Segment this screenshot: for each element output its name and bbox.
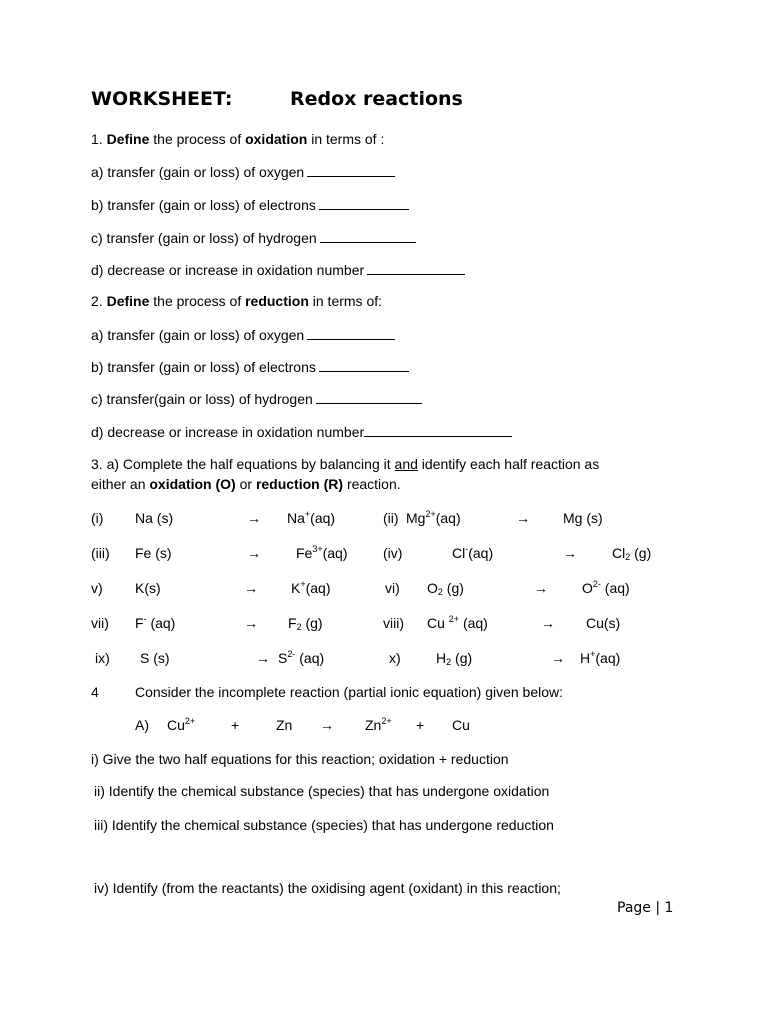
q2-verb: Define	[106, 293, 150, 309]
q2-item-c-text: c) transfer(gain or loss) of hydrogen	[91, 391, 313, 407]
eq-product	[287, 509, 335, 527]
answer-blank[interactable]	[307, 327, 395, 340]
eq-reactant-state: (aq)	[435, 510, 461, 526]
eq-product-symbol: S	[278, 650, 288, 666]
answer-blank[interactable]	[319, 359, 409, 372]
eq-product-subscript: 2	[625, 552, 631, 562]
eq-reactant-state: (aq)	[459, 615, 488, 631]
q2-post: in terms of:	[312, 293, 383, 309]
q3-oxidation: oxidation (O)	[149, 476, 236, 492]
eq-product-charge: +	[590, 649, 596, 659]
q1-prompt	[91, 130, 384, 148]
eq-reactant-charge: 2+	[425, 509, 436, 519]
q1-keyword: oxidation	[245, 131, 308, 147]
eq-reactant-symbol: H	[436, 650, 447, 666]
eq-product	[288, 614, 323, 632]
q1-item-a-text: a) transfer (gain or loss) of oxygen	[91, 164, 305, 180]
eq-product-charge: 3+	[312, 544, 323, 554]
q4-eq-reactant-1	[167, 716, 195, 734]
arrow-icon: →	[244, 615, 258, 631]
q4-intro: Consider the incomplete reaction (partial ionic equation) given below:	[135, 684, 564, 700]
q4-eq-label: A)	[135, 717, 149, 733]
eq-reactant-state: (g)	[451, 650, 473, 666]
page-number: Page | 1	[617, 900, 674, 916]
eq-product-state: (aq)	[295, 650, 325, 666]
q1-item-b	[91, 196, 409, 214]
eq-product	[296, 544, 348, 562]
q1-item-c	[91, 229, 416, 247]
arrow-icon: →	[563, 545, 577, 561]
eq-number: (i)	[91, 510, 104, 526]
eq-number: (iv)	[383, 545, 403, 561]
eq-reactant-state: (g)	[442, 580, 464, 596]
arrow-icon: →	[244, 580, 258, 596]
q2-prompt	[91, 292, 382, 310]
eq-reactant-symbol: Cl	[452, 545, 466, 561]
eq-product	[582, 579, 630, 597]
q1-item-c-text: c) transfer (gain or loss) of hydrogen	[91, 230, 317, 246]
eq-reactant-state: (aq)	[468, 545, 494, 561]
q4-eq-product-1-charge: 2+	[381, 716, 392, 726]
q1-pre: the process of	[153, 131, 242, 147]
eq-number: viii)	[383, 615, 404, 631]
eq-product-symbol: F	[288, 615, 297, 631]
eq-reactant-subscript: 2	[437, 587, 443, 597]
eq-number: x)	[389, 650, 401, 666]
arrow-icon: →	[247, 510, 261, 526]
q3-line2-pre: either an	[91, 476, 146, 492]
eq-reactant-charge: -	[465, 544, 469, 554]
q2-item-b	[91, 358, 409, 376]
eq-product-symbol: K	[291, 580, 301, 596]
q2-pre: the process of	[153, 293, 242, 309]
q3-or: or	[239, 476, 253, 492]
q4-part-iv: iv) Identify (from the reactants) the oxidising agent (oxidant) in this reaction;	[94, 880, 561, 896]
eq-number: vi)	[385, 580, 400, 596]
eq-reactant-state: (aq)	[146, 615, 176, 631]
q3-reduction: reduction (R)	[255, 476, 344, 492]
eq-number: (ii)	[383, 510, 399, 526]
arrow-icon: →	[551, 650, 565, 666]
eq-product-state: (g)	[630, 545, 652, 561]
q4-eq-reactant-2: Zn	[276, 717, 293, 733]
eq-product-symbol: Fe	[296, 545, 313, 561]
eq-reactant	[427, 614, 488, 632]
q4-eq-product-1	[365, 716, 392, 734]
eq-number: (iii)	[91, 545, 110, 561]
q4-part-ii: ii) Identify the chemical substance (species) that has undergone oxidation	[94, 783, 550, 799]
q2-item-a-text: a) transfer (gain or loss) of oxygen	[91, 327, 305, 343]
q4-eq-product-2: Cu	[452, 717, 470, 733]
arrow-icon: →	[534, 580, 548, 596]
q1-item-d	[91, 261, 465, 279]
q3-prompt-line2	[91, 475, 401, 493]
eq-product-state: (aq)	[600, 580, 630, 596]
eq-reactant	[427, 579, 464, 597]
q3-line1-pre: 3. a) Complete the half equations by balancing it	[91, 456, 391, 472]
eq-product-state: (g)	[301, 615, 323, 631]
q4-part-i: i) Give the two half equations for this reaction; oxidation + reduction	[91, 751, 509, 767]
q4-eq-product-1-symbol: Zn	[365, 717, 382, 733]
eq-product-charge: +	[300, 579, 306, 589]
q2-keyword: reduction	[245, 293, 309, 309]
q1-number: 1.	[91, 131, 103, 147]
q1-verb: Define	[106, 131, 150, 147]
eq-reactant: Fe (s)	[135, 545, 172, 561]
eq-reactant	[452, 544, 493, 562]
eq-reactant	[135, 614, 175, 632]
arrow-icon: →	[247, 545, 261, 561]
q1-item-d-text: d) decrease or increase in oxidation number	[91, 262, 365, 278]
q4-eq-reactant-1-charge: 2+	[184, 716, 196, 726]
eq-number: ix)	[95, 650, 110, 666]
q3-line1-and: and	[394, 456, 418, 472]
q1-item-b-text: b) transfer (gain or loss) of electrons	[91, 197, 316, 213]
q3-line1-post: identify each half reaction as	[421, 456, 600, 472]
q2-item-b-text: b) transfer (gain or loss) of electrons	[91, 359, 316, 375]
arrow-icon: →	[516, 510, 530, 526]
eq-product-subscript: 2	[296, 622, 302, 632]
q4-eq-reactant-1-symbol: Cu	[167, 717, 185, 733]
eq-product-charge: 2-	[592, 579, 601, 589]
eq-reactant: S (s)	[140, 650, 170, 666]
eq-reactant-symbol: Mg	[406, 510, 426, 526]
q2-item-c	[91, 390, 422, 408]
eq-number: v)	[91, 580, 103, 596]
eq-product-symbol: Na	[287, 510, 305, 526]
worksheet-title	[91, 88, 463, 110]
eq-product-charge: 2-	[287, 649, 296, 659]
q2-number: 2.	[91, 293, 103, 309]
eq-product-symbol: H	[580, 650, 591, 666]
plus-sign: +	[231, 717, 240, 733]
answer-blank[interactable]	[364, 424, 512, 437]
q4-part-iii: iii) Identify the chemical substance (species) that has undergone reduction	[94, 817, 554, 833]
answer-blank[interactable]	[319, 197, 409, 210]
q2-item-d-text: d) decrease or increase in oxidation number	[91, 424, 365, 440]
eq-reactant-symbol: Cu	[427, 615, 445, 631]
eq-reactant-charge: -	[143, 614, 147, 624]
eq-reactant: K(s)	[135, 580, 161, 596]
q4-number: 4	[91, 684, 99, 700]
q3-line2-post: reaction.	[346, 476, 401, 492]
eq-product-symbol: O	[582, 580, 593, 596]
answer-blank[interactable]	[307, 164, 395, 177]
q3-prompt-line1	[91, 455, 599, 473]
eq-number: vii)	[91, 615, 109, 631]
eq-product	[278, 649, 324, 667]
eq-product	[291, 579, 331, 597]
q1-post: in terms of :	[311, 131, 385, 147]
plus-sign: +	[416, 717, 425, 733]
q2-item-a	[91, 326, 395, 344]
q2-item-d	[91, 423, 512, 441]
answer-blank[interactable]	[367, 262, 465, 275]
eq-reactant	[436, 649, 472, 667]
eq-reactant-symbol: O	[427, 580, 438, 596]
title-label: WORKSHEET:	[91, 88, 233, 110]
eq-product: Cu(s)	[586, 615, 621, 631]
eq-reactant: Na (s)	[135, 510, 174, 526]
eq-product: Mg (s)	[563, 510, 603, 526]
eq-reactant-symbol: F	[135, 615, 144, 631]
eq-reactant-charge: 2+	[448, 614, 460, 624]
q1-item-a	[91, 163, 395, 181]
answer-blank[interactable]	[320, 230, 416, 243]
arrow-icon: →	[541, 615, 555, 631]
eq-product-charge: +	[304, 509, 311, 519]
eq-reactant	[406, 509, 461, 527]
eq-product	[612, 544, 651, 562]
eq-product	[580, 649, 620, 667]
arrow-icon: →	[320, 717, 334, 733]
title-topic: Redox reactions	[290, 88, 463, 110]
eq-product-state: (aq)	[322, 545, 348, 561]
answer-blank[interactable]	[316, 391, 422, 404]
eq-reactant-subscript: 2	[446, 657, 452, 667]
eq-product-symbol: Cl	[612, 545, 626, 561]
eq-product-state: (aq)	[305, 580, 331, 596]
arrow-icon: →	[256, 650, 270, 666]
eq-product-state: (aq)	[595, 650, 621, 666]
eq-product-state: (aq)	[310, 510, 336, 526]
